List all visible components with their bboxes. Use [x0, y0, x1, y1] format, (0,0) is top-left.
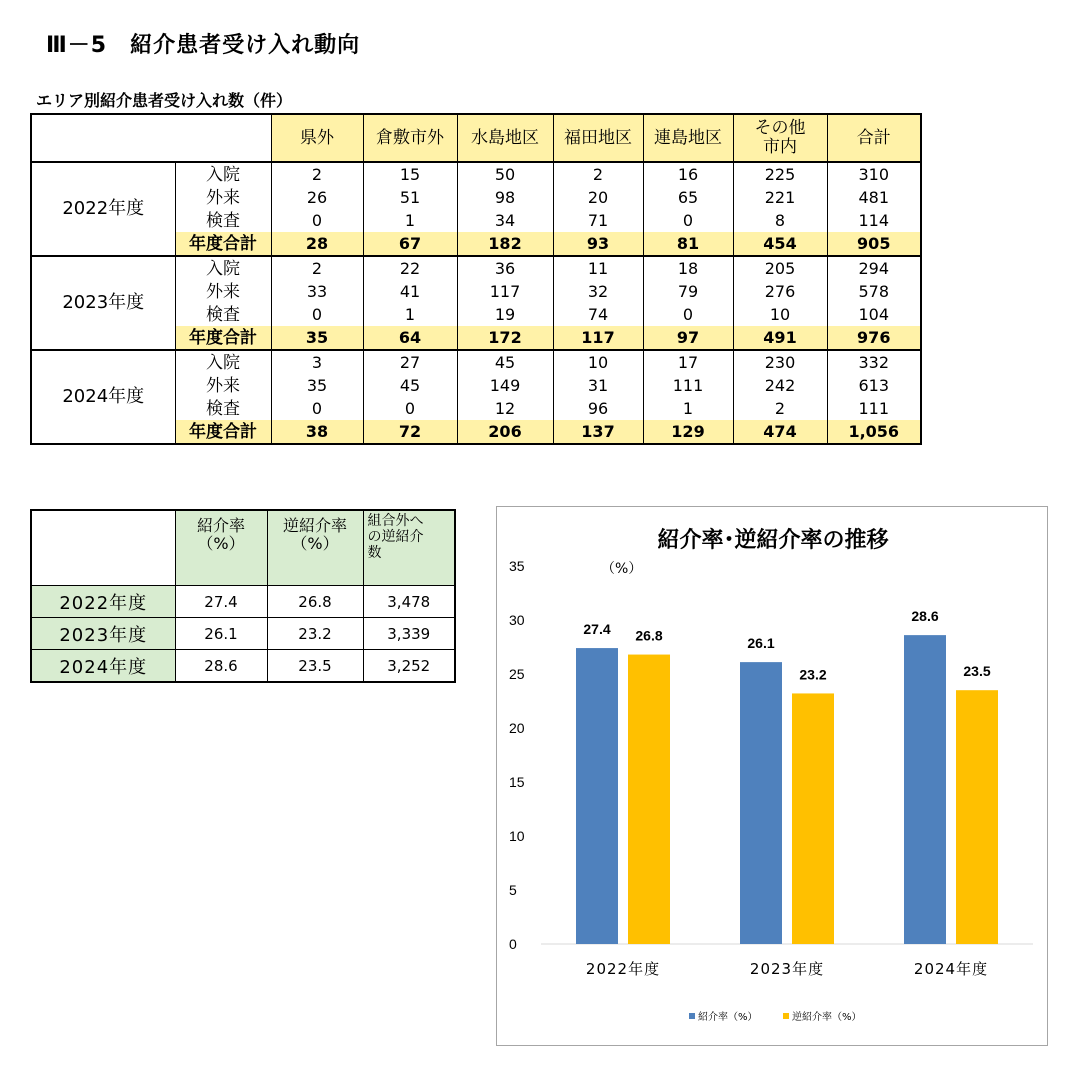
row-category-label: 年度合計: [175, 420, 271, 444]
table-cell: 111: [643, 374, 733, 397]
table-row: [31, 162, 921, 186]
table-cell: 26.1: [175, 618, 267, 650]
area-referral-table: [30, 113, 922, 445]
table-cell: 0: [363, 397, 457, 420]
total-cell: 64: [363, 326, 457, 350]
table-cell: 20: [553, 186, 643, 209]
row-category-label: 検査: [175, 303, 271, 326]
table-cell: 481: [827, 186, 921, 209]
total-cell: 454: [733, 232, 827, 256]
y-tick-label: 0: [509, 936, 517, 952]
table-cell: 19: [457, 303, 553, 326]
year-label: 2023年度: [31, 618, 175, 650]
table-cell: 0: [643, 303, 733, 326]
total-cell: 38: [271, 420, 363, 444]
table-cell: 225: [733, 162, 827, 186]
row-category-label: 外来: [175, 374, 271, 397]
chart-svg: [497, 507, 1049, 1047]
y-tick-label: 10: [509, 828, 525, 844]
year-label: 2024年度: [31, 650, 175, 683]
total-cell: 206: [457, 420, 553, 444]
total-cell: 976: [827, 326, 921, 350]
table-cell: 0: [271, 397, 363, 420]
rate-header-row: [31, 510, 455, 586]
bar-data-label: 27.4: [583, 621, 611, 638]
legend-swatch: [689, 1013, 695, 1019]
header-corner-cell: [31, 114, 271, 162]
total-cell: 28: [271, 232, 363, 256]
table-cell: 230: [733, 350, 827, 374]
table-cell: 0: [271, 303, 363, 326]
table-cell: 65: [643, 186, 733, 209]
table-cell: 96: [553, 397, 643, 420]
total-cell: 93: [553, 232, 643, 256]
table-cell: 17: [643, 350, 733, 374]
total-cell: 129: [643, 420, 733, 444]
bar-data-label: 23.5: [963, 663, 991, 680]
table-cell: 8: [733, 209, 827, 232]
x-category-label: 2022年度: [585, 960, 661, 978]
table-cell: 22: [363, 256, 457, 280]
table-cell: 12: [457, 397, 553, 420]
table-cell: 98: [457, 186, 553, 209]
bar-data-label: 28.6: [911, 608, 939, 625]
total-cell: 81: [643, 232, 733, 256]
total-cell: 1,056: [827, 420, 921, 444]
table-row: [31, 618, 455, 650]
legend-swatch: [783, 1013, 789, 1019]
column-header: 県外: [271, 114, 363, 162]
table-cell: 2: [271, 162, 363, 186]
y-tick-label: 20: [509, 720, 525, 736]
column-header: 合計: [827, 114, 921, 162]
table-cell: 79: [643, 280, 733, 303]
table-cell: 26.8: [267, 586, 363, 618]
table-cell: 16: [643, 162, 733, 186]
table-cell: 71: [553, 209, 643, 232]
row-category-label: 入院: [175, 256, 271, 280]
y-tick-label: 15: [509, 774, 525, 790]
table-cell: 0: [271, 209, 363, 232]
table-cell: 104: [827, 303, 921, 326]
table-cell: 35: [271, 374, 363, 397]
table-row: [31, 586, 455, 618]
row-category-label: 検査: [175, 397, 271, 420]
total-cell: 97: [643, 326, 733, 350]
total-cell: 117: [553, 326, 643, 350]
row-category-label: 入院: [175, 162, 271, 186]
table-cell: 205: [733, 256, 827, 280]
total-cell: 172: [457, 326, 553, 350]
referral-rate-chart: [496, 506, 1048, 1046]
table-cell: 242: [733, 374, 827, 397]
table-cell: 114: [827, 209, 921, 232]
table-cell: 1: [363, 209, 457, 232]
y-tick-label: 35: [509, 558, 525, 574]
bar: [740, 662, 782, 944]
table-cell: 26: [271, 186, 363, 209]
total-cell: 72: [363, 420, 457, 444]
y-tick-label: 5: [509, 882, 517, 898]
bar: [792, 693, 834, 944]
bar-data-label: 26.1: [747, 635, 775, 652]
table-row: [31, 350, 921, 374]
bar: [628, 655, 670, 944]
row-category-label: 外来: [175, 186, 271, 209]
year-label: 2023年度: [31, 256, 175, 350]
chart-title: 紹介率･逆紹介率の推移: [657, 528, 889, 553]
year-label: 2022年度: [31, 586, 175, 618]
table-cell: 15: [363, 162, 457, 186]
row-category-label: 入院: [175, 350, 271, 374]
column-header: 組合外へ の逆紹介 数: [363, 510, 455, 586]
row-category-label: 年度合計: [175, 232, 271, 256]
total-cell: 474: [733, 420, 827, 444]
table-cell: 332: [827, 350, 921, 374]
table-cell: 45: [363, 374, 457, 397]
table-cell: 28.6: [175, 650, 267, 683]
table-cell: 3,478: [363, 586, 455, 618]
column-header: その他 市内: [733, 114, 827, 162]
table-cell: 221: [733, 186, 827, 209]
table-cell: 23.5: [267, 650, 363, 683]
total-cell: 491: [733, 326, 827, 350]
table-row: [31, 650, 455, 683]
column-header: 連島地区: [643, 114, 733, 162]
table-cell: 3,252: [363, 650, 455, 683]
table-cell: 149: [457, 374, 553, 397]
table-cell: 294: [827, 256, 921, 280]
referral-rate-table: [30, 509, 456, 683]
column-header: 水島地区: [457, 114, 553, 162]
table-cell: 18: [643, 256, 733, 280]
y-unit-label: （%）: [601, 561, 643, 577]
area-table-subtitle: エリア別紹介患者受け入れ数（件）: [36, 91, 293, 110]
table-cell: 33: [271, 280, 363, 303]
row-category-label: 外来: [175, 280, 271, 303]
year-label: 2024年度: [31, 350, 175, 444]
table-cell: 27: [363, 350, 457, 374]
bar-data-label: 23.2: [799, 666, 827, 683]
table-cell: 51: [363, 186, 457, 209]
table-cell: 74: [553, 303, 643, 326]
total-cell: 35: [271, 326, 363, 350]
page-title: Ⅲ－5 紹介患者受け入れ動向: [46, 33, 361, 58]
table-cell: 117: [457, 280, 553, 303]
y-tick-label: 25: [509, 666, 525, 682]
table-cell: 50: [457, 162, 553, 186]
table-cell: 2: [271, 256, 363, 280]
column-header: 福田地区: [553, 114, 643, 162]
table-row: [31, 256, 921, 280]
table-cell: 3: [271, 350, 363, 374]
y-tick-label: 30: [509, 612, 525, 628]
legend-label: 逆紹介率（%）: [792, 1012, 862, 1023]
table-header-row: [31, 114, 921, 162]
bar: [576, 648, 618, 944]
bar: [956, 690, 998, 944]
legend-label: 紹介率（%）: [698, 1012, 758, 1023]
year-label: 2022年度: [31, 162, 175, 256]
table-cell: 45: [457, 350, 553, 374]
table-cell: 27.4: [175, 586, 267, 618]
total-cell: 905: [827, 232, 921, 256]
table-cell: 1: [643, 397, 733, 420]
table-cell: 10: [553, 350, 643, 374]
bar-data-label: 26.8: [635, 627, 663, 644]
x-category-label: 2023年度: [749, 960, 825, 978]
total-cell: 67: [363, 232, 457, 256]
table-cell: 41: [363, 280, 457, 303]
table-cell: 31: [553, 374, 643, 397]
table-cell: 32: [553, 280, 643, 303]
row-category-label: 年度合計: [175, 326, 271, 350]
table-cell: 613: [827, 374, 921, 397]
table-cell: 34: [457, 209, 553, 232]
table-cell: 2: [553, 162, 643, 186]
x-category-label: 2024年度: [913, 960, 989, 978]
row-category-label: 検査: [175, 209, 271, 232]
table-cell: 310: [827, 162, 921, 186]
total-cell: 137: [553, 420, 643, 444]
column-header: 逆紹介率 （%）: [267, 510, 363, 586]
table-cell: 2: [733, 397, 827, 420]
table-cell: 3,339: [363, 618, 455, 650]
table-cell: 11: [553, 256, 643, 280]
table-cell: 276: [733, 280, 827, 303]
column-header: 紹介率 （%）: [175, 510, 267, 586]
table-cell: 1: [363, 303, 457, 326]
bar: [904, 635, 946, 944]
table-cell: 111: [827, 397, 921, 420]
table-cell: 578: [827, 280, 921, 303]
header-corner-cell: [31, 510, 175, 586]
table-cell: 23.2: [267, 618, 363, 650]
column-header: 倉敷市外: [363, 114, 457, 162]
table-cell: 10: [733, 303, 827, 326]
table-cell: 0: [643, 209, 733, 232]
total-cell: 182: [457, 232, 553, 256]
table-cell: 36: [457, 256, 553, 280]
